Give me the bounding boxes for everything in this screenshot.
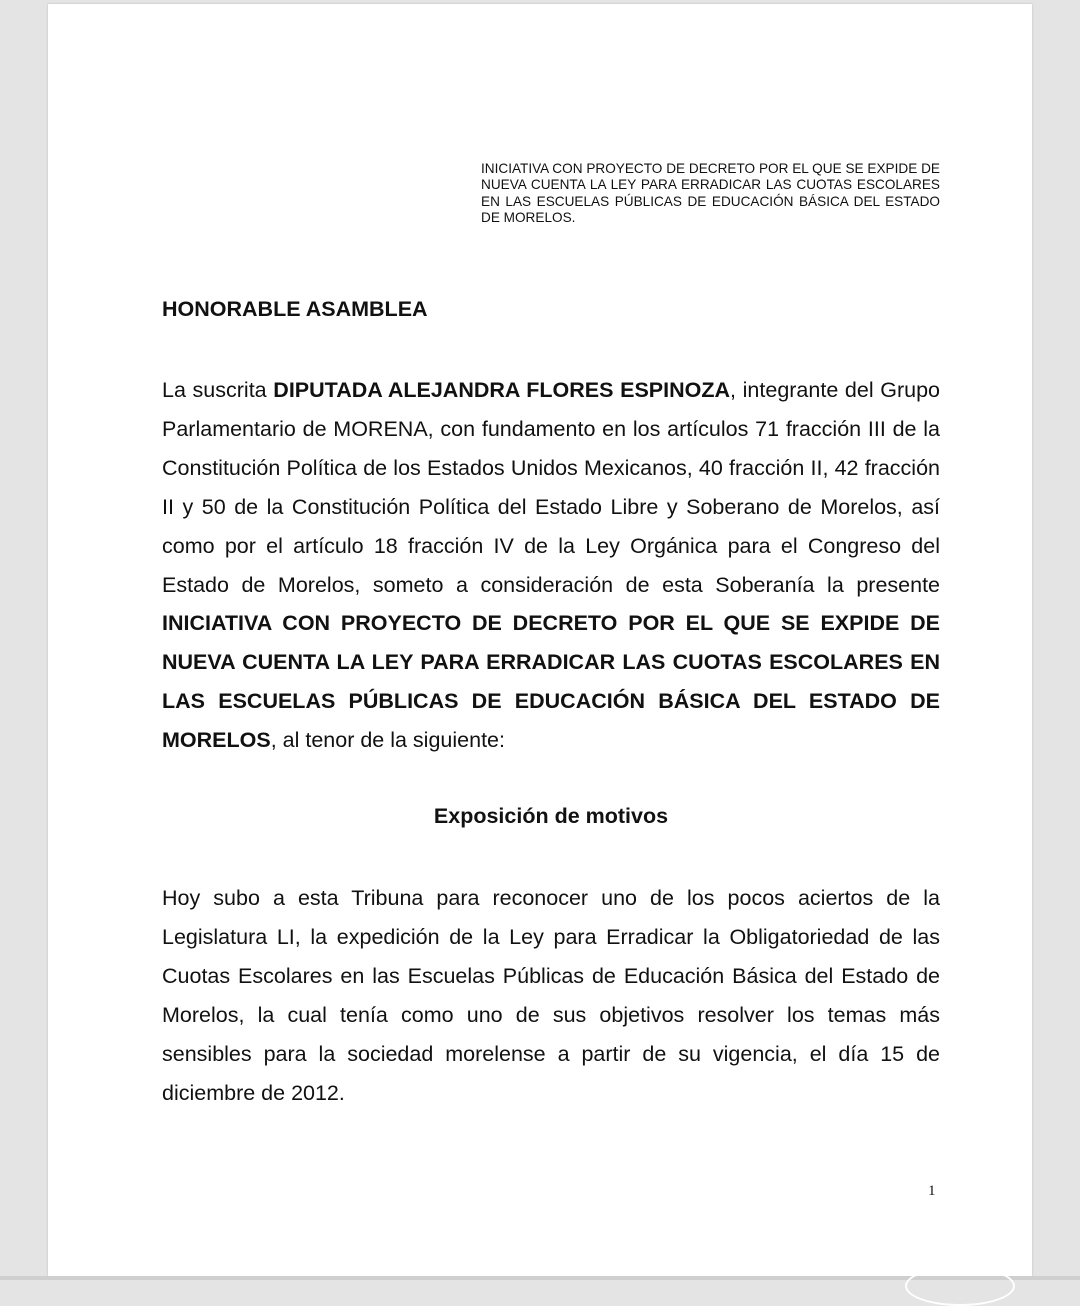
motives-paragraph: Hoy subo a esta Tribuna para reconocer uno de los pocos aciertos de la Legislatura LI, la expedición de la Ley para Erradicar la Obligatoriedad de las Cuotas Escolares en las Escuelas Públicas de Educación Básica del Estado de Morelos, la cual tenía como uno de sus objetivos resolver los temas más sensibles para la sociedad morelense a partir de su vigencia, el día 15 de diciembre de 2012.	[162, 886, 940, 1105]
initiative-title: INICIATIVA CON PROYECTO DE DECRETO POR EL QUE SE EXPIDE DE NUEVA CUENTA LA LEY PARA ERRADICAR LAS CUOTAS ESCOLARES EN LAS ESCUELAS PÚBLICAS DE EDUCACIÓN BÁSICA DEL ESTADO DE MORELOS	[162, 611, 940, 753]
intro-text: La suscrita	[162, 378, 274, 402]
closing-text: , al tenor de la siguiente:	[270, 728, 505, 753]
page-number: 1	[928, 1183, 936, 1199]
document-page	[48, 4, 1032, 1276]
document-header-note: INICIATIVA CON PROYECTO DE DECRETO POR EL QUE SE EXPIDE DE NUEVA CUENTA LA LEY PARA ERRADICAR LAS CUOTAS ESCOLARES EN LAS ESCUELAS PÚBLICAS DE EDUCACIÓN BÁSICA DEL ESTADO DE MORELOS.	[481, 161, 940, 226]
intro-paragraph	[162, 371, 940, 760]
scroll-handle[interactable]	[905, 1266, 1015, 1306]
legal-basis-text: , integrante del Grupo Parlamentario de MORENA, con fundamento en los artículos 71 fracción III de la Constitución Política de los Estados Unidos Mexicanos, 40 fracción II, 42 fracción II y 50 de la Constitución Política del Estado Libre y Soberano de Morelos, así como por el artículo 18 fracción IV de la Ley Orgánica para el Congreso del Estado de Morelos, someto a consideración de esta Soberanía la presente	[162, 378, 941, 597]
section-title: Exposición de motivos	[433, 804, 669, 828]
author-name: DIPUTADA ALEJANDRA FLORES ESPINOZA	[273, 378, 731, 402]
salutation: HONORABLE ASAMBLEA	[162, 297, 428, 321]
